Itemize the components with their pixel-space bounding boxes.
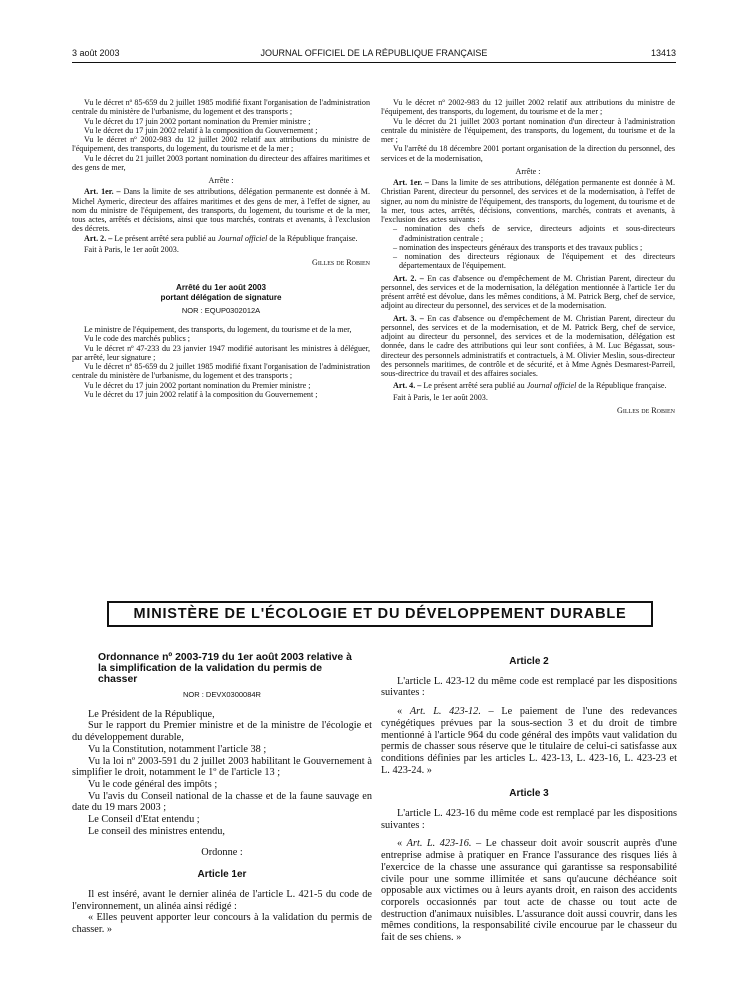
paragraph: « Elles peuvent apporter leur concours à la validation du permis de chasser. » (72, 912, 372, 935)
quoted-article: « Art. L. 423-12. – Le paiement de l'une des redevances cynégétiques prévues par la sous-section 3 et du droit de timbre mentionné à l'article 964 du code général des impôts vaut validation du permis de chasser sous réserve que le titulaire de celui-ci satisfasse aux conditions définies par les articles L. 423-13, L. 423-16, L. 423-23 et L. 423-24. » (381, 706, 677, 776)
article-1: Art. 1er. – Dans la limite de ses attributions, délégation permanente est donnée à M. Christian Parent, directeur du personnel, des services et de la modernisation, à l'effet de signer, au nom du ministre de l'équipement, des transports, du logement, du tourisme et de la mer, tous actes, arrêtés, décisions, conventions, marchés, contrats et avenants, à l'exclusion des actes suivants : (381, 178, 675, 224)
fait-a-paris: Fait à Paris, le 1er août 2003. (84, 244, 179, 254)
paragraph: Vu la Constitution, notamment l'article 38 ; (88, 743, 267, 755)
paragraph: Le Président de la République, (88, 708, 215, 720)
paragraph: Le Conseil d'Etat entendu ; (88, 814, 200, 826)
ordonnance-title: Ordonnance nº 2003-719 du 1er août 2003 relative à la simplification de la validation du permis de chasser (98, 652, 352, 685)
article-1: Art. 1er. – Dans la limite de ses attributions, délégation permanente est donnée à M. Michel Aymeric, directeur des affaires maritimes et des gens de mer, à l'effet de signer, au nom du ministre de l'équipement, des transports, du logement, du tourisme et de la mer, tous actes, arrêtés et décisions, ainsi que tous marchés, contrats et avenants, à l'exclusion des décrets. (72, 187, 371, 234)
lower-right-column (381, 656, 677, 944)
exclusion-list (381, 224, 675, 270)
paragraph: Sur le rapport du Premier ministre et de la ministre de l'écologie et du développement durable, (72, 720, 372, 744)
upper-right-column (381, 98, 675, 415)
paragraph: Vu l'avis du Conseil national de la chasse et de la faune sauvage en date du 19 mars 2003 ; (72, 790, 372, 814)
paragraph: Vu le décret du 17 juin 2002 relatif à la composition du Gouvernement ; (84, 389, 318, 399)
list-item: – nomination des chefs de service, directeurs adjoints et sous-directeurs d'administration centrale ; (393, 224, 675, 243)
quoted-article: « Art. L. 423-16. – Le chasseur doit avoir souscrit auprès d'une entreprise admise à pratiquer en France l'assurance des risques liés à l'exercice de la chasse une assurance qui garantisse sa responsabilité civile pour une somme illimitée et sans qu'aucune déchéance soit opposable aux victimes ou à leurs ayants droit, en raison des accidents corporels occasionnés par tout acte de chasse ou tout acte de destruction d'animaux nuisibles. L'assurance doit aussi couvrir, dans les mêmes conditions, la responsabilité civile encourue par le chasseur du fait de ses chiens. » (381, 838, 677, 944)
arrete-subtitle: portant délégation de signature (160, 292, 282, 302)
ordonne-label: Ordonne : (201, 847, 243, 859)
paragraph: Vu le code général des impôts ; (88, 778, 218, 790)
article-2: Art. 2. – En cas d'absence ou d'empêchement de M. Christian Parent, directeur du personnel, des services et de la modernisation, la délégation mentionnée à l'article 1er du présent arrêté est dévolue, dans les mêmes conditions, à M. Patrick Berg, chef de service, adjoint au directeur du personnel, des services et de la modernisation. (381, 273, 675, 311)
paragraph: Vu le code des marchés publics ; (84, 334, 191, 344)
paragraph: Vu le décret du 17 juin 2002 portant nomination du Premier ministre ; (84, 380, 311, 390)
upper-left-column (72, 98, 370, 399)
paragraph: Le conseil des ministres entendu, (88, 825, 225, 837)
paragraph: Vu le décret du 17 juin 2002 portant nomination du Premier ministre ; (84, 116, 311, 126)
arrete-label: Arrête : (208, 176, 234, 185)
signature: Gilles de Robien (312, 258, 370, 267)
paragraph: Il est inséré, avant le dernier alinéa de l'article L. 421-5 du code de l'environnement, un alinéa ainsi rédigé : (72, 888, 372, 912)
ministry-banner: MINISTÈRE DE L'ÉCOLOGIE ET DU DÉVELOPPEMENT DURABLE (107, 601, 653, 627)
page-header (72, 48, 676, 62)
article-4: Art. 4. – Le présent arrêté sera publié au Journal officiel de la République française. (393, 381, 667, 391)
article-heading: Article 3 (509, 788, 549, 800)
list-item: – nomination des directeurs régionaux de l'équipement et des directeurs départementaux de l'équipement. (393, 252, 675, 271)
signature: Gilles de Robien (617, 405, 675, 415)
article-heading: Article 1er (197, 869, 247, 881)
article-label: Art. 2. – (84, 233, 113, 243)
paragraph: Vu le décret nº 85-659 du 2 juillet 1985 modifié fixant l'organisation de l'administration centrale du ministère de l'urbanisme, du logement et des transports ; (72, 362, 370, 381)
article-label: Art. 4. – (393, 381, 422, 391)
paragraph: Le ministre de l'équipement, des transports, du logement, du tourisme et de la mer, (84, 325, 352, 334)
paragraph: L'article L. 423-12 du même code est remplacé par les dispositions suivantes : (381, 675, 677, 699)
header-title: JOURNAL OFFICIEL DE LA RÉPUBLIQUE FRANÇAISE (260, 48, 488, 58)
paragraph: Vu le décret nº 85-659 du 2 juillet 1985 modifié fixant l'organisation de l'administration centrale du ministère de l'urbanisme, du logement et des transports ; (72, 98, 370, 117)
paragraph: Vu le décret nº 2002-983 du 12 juillet 2002 relatif aux attributions du ministre de l'équipement, des transports, du logement, du tourisme et de la mer ; (72, 135, 370, 154)
header-rule (72, 62, 676, 63)
header-page-number: 13413 (650, 48, 676, 58)
lower-left-column (72, 652, 372, 936)
article-3: Art. 3. – En cas d'absence ou d'empêchement de M. Christian Parent, directeur du personnel, des services et de la modernisation, et de M. Patrick Berg, chef de service, adjoint au directeur du personnel, des services et de la modernisation, délégation est donnée, dans le cadre des attributions qui leur sont confiées, à M. Luc Bégassat, sous-directeur des personnels administratifs et contractuels, à M. Olivier Meslin, sous-directeur des personnels maritimes, de contrôle et de sécurité, et à Mme Agnès Desmarest-Parreil, sous-directrice du travail et des affaires sociales. (381, 313, 675, 378)
list-item: – nomination des inspecteurs généraux des transports et des travaux publics ; (393, 242, 643, 252)
article-2: Art. 2. – Le présent arrêté sera publié au Journal officiel de la République française. (84, 233, 358, 243)
article-heading: Article 2 (509, 656, 549, 667)
article-label: Art. 1er. – (84, 187, 121, 197)
article-label: Art. 2. – (393, 273, 424, 283)
nor-reference: NOR : EQUP0302012A (181, 305, 261, 315)
paragraph: Vu le décret nº 2002-983 du 12 juillet 2002 relatif aux attributions du ministre de l'équipement, des transports, du logement, du tourisme et de la mer ; (381, 98, 675, 117)
paragraph: Vu le décret du 17 juin 2002 relatif à la composition du Gouvernement ; (84, 125, 318, 135)
paragraph: L'article L. 423-16 du même code est remplacé par les dispositions suivantes : (381, 808, 677, 831)
paragraph: Vu la loi nº 2003-591 du 2 juillet 2003 habilitant le Gouvernement à simplifier le droit, notamment le 1º de l'article 13 ; (72, 755, 372, 779)
article-label: Art. 3. – (393, 313, 424, 323)
fait-a-paris: Fait à Paris, le 1er août 2003. (393, 392, 488, 402)
paragraph: Vu le décret du 21 juillet 2003 portant nomination d'un directeur à l'administration centrale du ministère de l'équipement, des transports, du logement, du tourisme et de la mer ; (381, 116, 675, 144)
paragraph: Vu l'arrêté du 18 décembre 2001 portant organisation de la direction du personnel, des services et de la modernisation, (381, 144, 675, 163)
paragraph: Vu le décret du 21 juillet 2003 portant nomination du directeur des affaires maritimes et des gens de mer, (72, 153, 370, 172)
arrete-label: Arrête : (515, 166, 541, 176)
header-date: 3 août 2003 (72, 48, 120, 58)
nor-reference: NOR : DEVX0300084R (183, 690, 261, 699)
paragraph: Vu le décret nº 47-233 du 23 janvier 1947 modifié autorisant les ministres à déléguer, par arrêté, leur signature ; (72, 343, 370, 362)
article-label: Art. 1er. – (393, 178, 429, 187)
arrete-title: Arrêté du 1er août 2003 (176, 283, 266, 293)
